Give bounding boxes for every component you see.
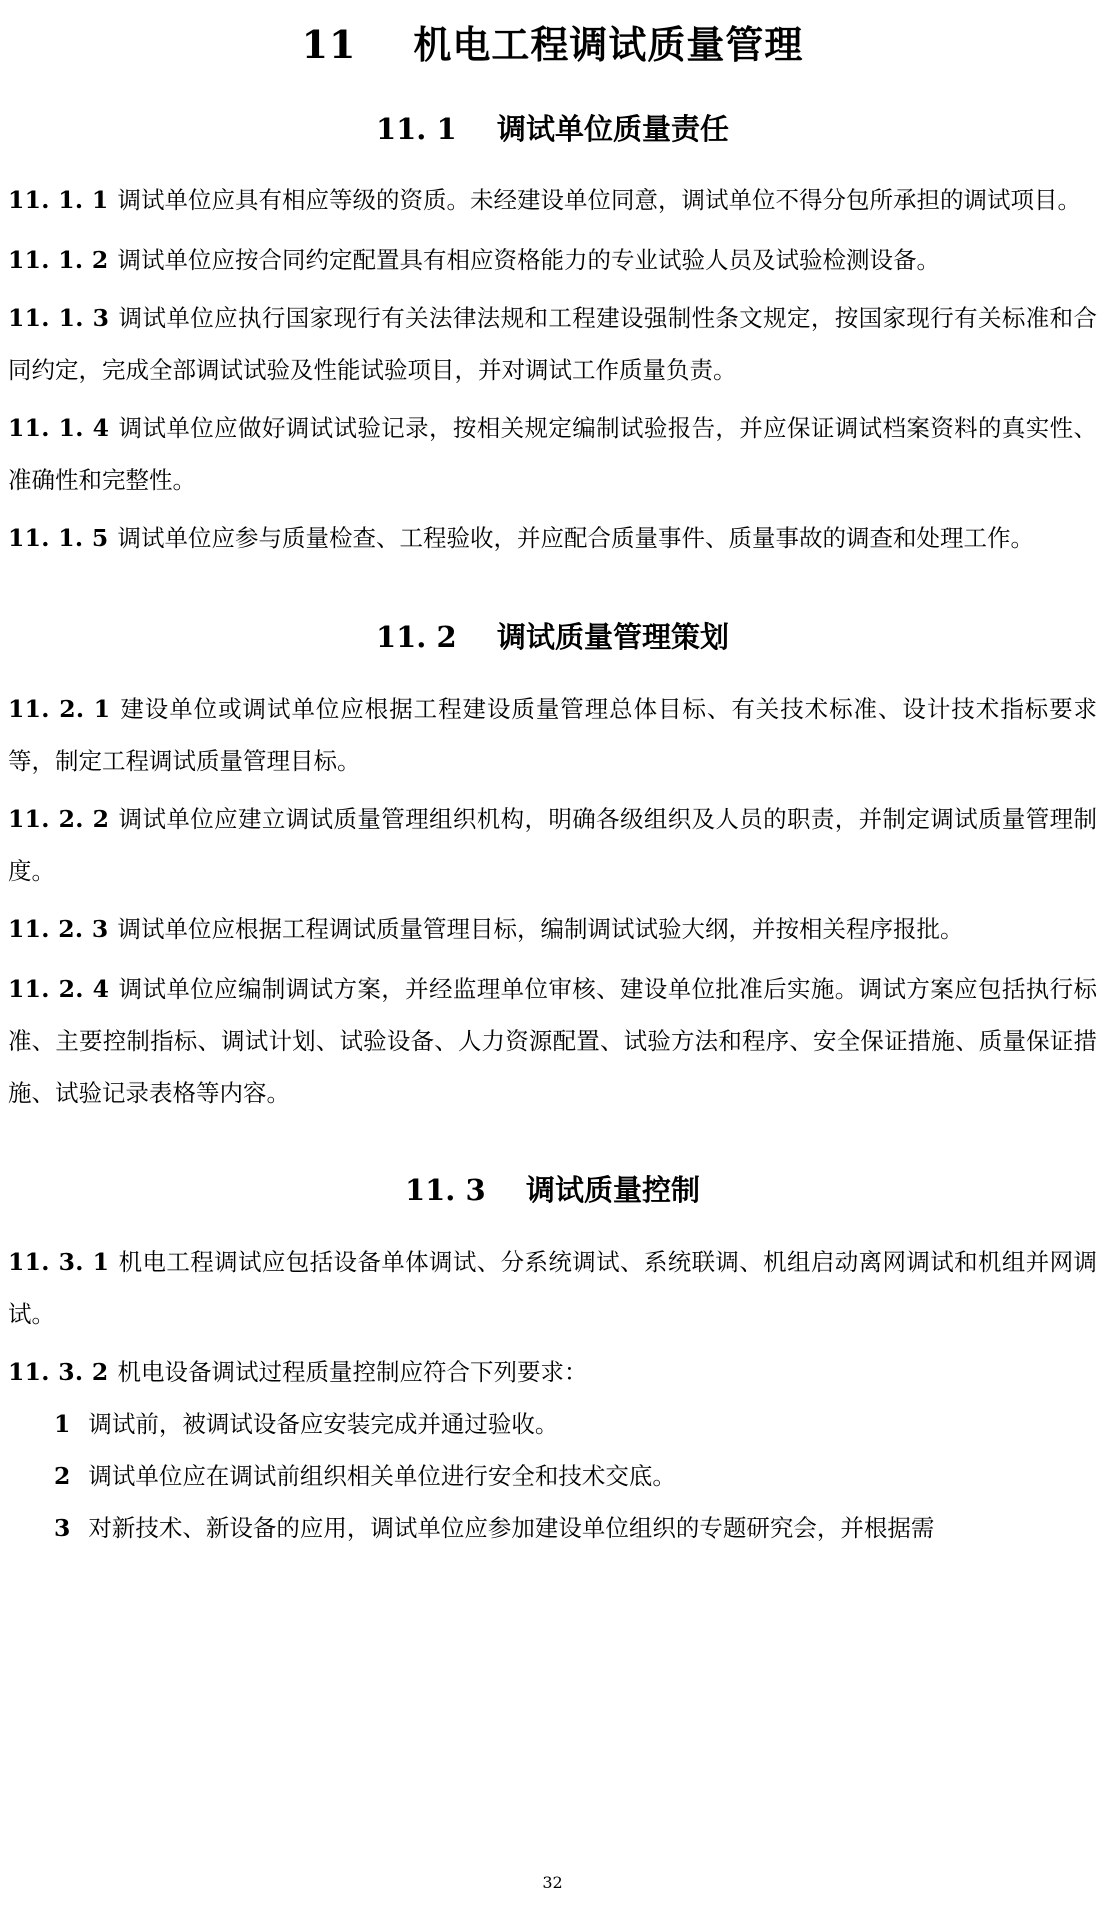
clause-11-2-2 xyxy=(8,793,1097,897)
clause-11-2-1 xyxy=(8,683,1097,787)
list-item xyxy=(8,1398,1097,1450)
clause-11-1-3 xyxy=(8,292,1097,396)
clause-number: 11. 2. 4 xyxy=(8,975,110,1004)
clause-text: 建设单位或调试单位应根据工程建设质量管理总体目标、有关技术标准、设计技术指标要求等，制定工程调试质量管理目标。 xyxy=(8,695,1098,776)
page-title: 11 机电工程调试质量管理 xyxy=(301,22,804,67)
clause-text: 调试单位应建立调试质量管理组织机构，明确各级组织及人员的职责，并制定调试质量管理制度。 xyxy=(8,805,1098,886)
clause-number: 11. 2. 1 xyxy=(8,695,111,724)
list-item-text: 对新技术、新设备的应用，调试单位应参加建设单位组织的专题研究会，并根据需 xyxy=(88,1513,935,1542)
clause-number: 11. 1. 3 xyxy=(8,304,110,333)
section-heading-11-3: 11. 3 调试质量控制 xyxy=(404,1173,701,1208)
clause-number: 11. 1. 4 xyxy=(8,414,110,443)
clause-11-3-1 xyxy=(8,1236,1097,1340)
clause-text: 调试单位应做好调试试验记录，按相关规定编制试验报告，并应保证调试档案资料的真实性、准确性和完整性。 xyxy=(8,414,1098,495)
clause-text: 机电设备调试过程质量控制应符合下列要求： xyxy=(117,1357,588,1386)
clause-11-1-2 xyxy=(8,234,1097,286)
clause-number: 11. 3. 2 xyxy=(8,1357,109,1386)
list-item xyxy=(8,1450,1097,1502)
clause-11-1-1 xyxy=(8,174,1097,226)
list-item-number: 3 xyxy=(54,1513,71,1542)
clause-11-3-2 xyxy=(8,1346,1097,1398)
clause-number: 11. 1. 5 xyxy=(8,524,109,553)
clause-text: 调试单位应具有相应等级的资质。未经建设单位同意，调试单位不得分包所承担的调试项目。 xyxy=(117,186,1082,215)
clause-11-2-3 xyxy=(8,903,1097,955)
clause-number: 11. 3. 1 xyxy=(8,1247,110,1276)
clause-text: 调试单位应参与质量检查、工程验收，并应配合质量事件、质量事故的调查和处理工作。 xyxy=(117,524,1035,553)
clause-text: 机电工程调试应包括设备单体调试、分系统调试、系统联调、机组启动离网调试和机组并网调试。 xyxy=(8,1247,1098,1328)
clause-number: 11. 2. 2 xyxy=(8,805,110,834)
clause-text: 调试单位应根据工程调试质量管理目标，编制调试试验大纲，并按相关程序报批。 xyxy=(117,915,964,944)
section-heading-11-2: 11. 2 调试质量管理策划 xyxy=(375,620,730,655)
page-number: 32 xyxy=(542,1873,563,1892)
clause-number: 11. 1. 2 xyxy=(8,246,109,275)
clause-text: 调试单位应编制调试方案，并经监理单位审核、建设单位批准后实施。调试方案应包括执行标准、主要控制指标、调试计划、试验设备、人力资源配置、试验方法和程序、安全保证措施、质量保证措施、试验记录表格等内容。 xyxy=(8,975,1098,1108)
list-item-number: 1 xyxy=(54,1409,71,1438)
list-item-text: 调试单位应在调试前组织相关单位进行安全和技术交底。 xyxy=(88,1461,676,1490)
list-item-number: 2 xyxy=(54,1461,71,1490)
clause-number: 11. 1. 1 xyxy=(8,186,109,215)
list-item-text: 调试前，被调试设备应安装完成并通过验收。 xyxy=(88,1409,559,1438)
section-heading-11-1: 11. 1 调试单位质量责任 xyxy=(375,111,730,146)
clause-11-2-4 xyxy=(8,963,1097,1119)
clause-11-1-5 xyxy=(8,512,1097,564)
clause-11-1-4 xyxy=(8,402,1097,506)
clause-text: 调试单位应按合同约定配置具有相应资格能力的专业试验人员及试验检测设备。 xyxy=(117,246,941,275)
clause-text: 调试单位应执行国家现行有关法律法规和工程建设强制性条文规定，按国家现行有关标准和合同约定，完成全部调试试验及性能试验项目，并对调试工作质量负责。 xyxy=(8,304,1098,385)
list-item xyxy=(8,1502,1097,1554)
clause-number: 11. 2. 3 xyxy=(8,915,109,944)
